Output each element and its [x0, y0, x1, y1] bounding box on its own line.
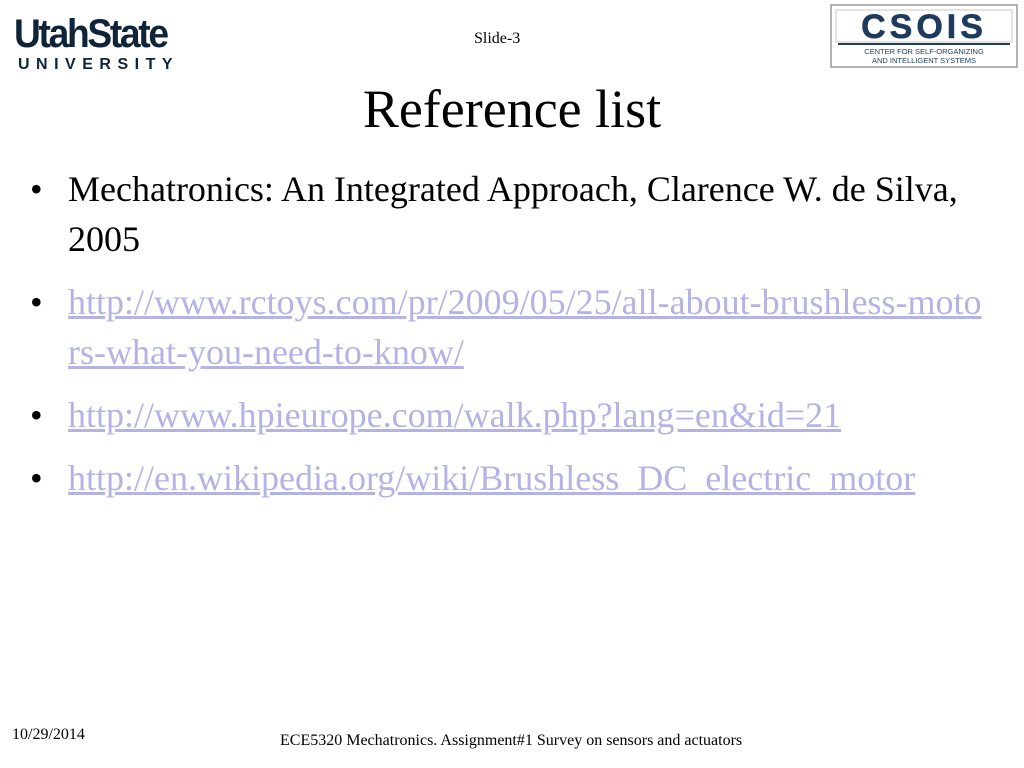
bullet: • — [30, 395, 43, 435]
csois-logo — [830, 4, 1018, 68]
reference-item-hpieurope — [30, 390, 990, 440]
bullet: • — [30, 282, 43, 322]
reference-link-wikipedia[interactable]: http://en.wikipedia.org/wiki/Brushless_DC_electric_motor — [68, 458, 916, 498]
reference-list — [30, 164, 990, 516]
reference-item-book — [30, 164, 990, 264]
slide-number: Slide-3 — [474, 30, 521, 47]
bullet: • — [30, 169, 43, 209]
csois-logo-name: CSOIS — [861, 8, 987, 46]
csois-logo-line-1: CENTER FOR SELF-ORGANIZING — [864, 47, 984, 56]
utah-state-university-logo — [14, 12, 200, 72]
reference-link-rctoys[interactable]: http://www.rctoys.com/pr/2009/05/25/all-about-brushless-motors-what-you-need-to-know/ — [68, 282, 982, 372]
reference-item-wikipedia — [30, 453, 990, 503]
reference-item-rctoys — [30, 277, 990, 377]
slide-footer: ECE5320 Mechatronics. Assignment#1 Survey on sensors and actuators — [280, 732, 743, 749]
usu-logo-subtitle: UNIVERSITY — [18, 56, 180, 73]
bullet: • — [30, 458, 43, 498]
csois-logo-line-2: AND INTELLIGENT SYSTEMS — [871, 56, 977, 65]
reference-book-text: Mechatronics: An Integrated Approach, Clarence W. de Silva, 2005 — [68, 169, 958, 259]
usu-logo-name: UtahState — [14, 12, 167, 56]
slide-title: Reference list — [362, 79, 662, 139]
slide-date: 10/29/2014 — [12, 726, 85, 743]
reference-link-hpieurope[interactable]: http://www.hpieurope.com/walk.php?lang=en&id=21 — [68, 395, 842, 435]
